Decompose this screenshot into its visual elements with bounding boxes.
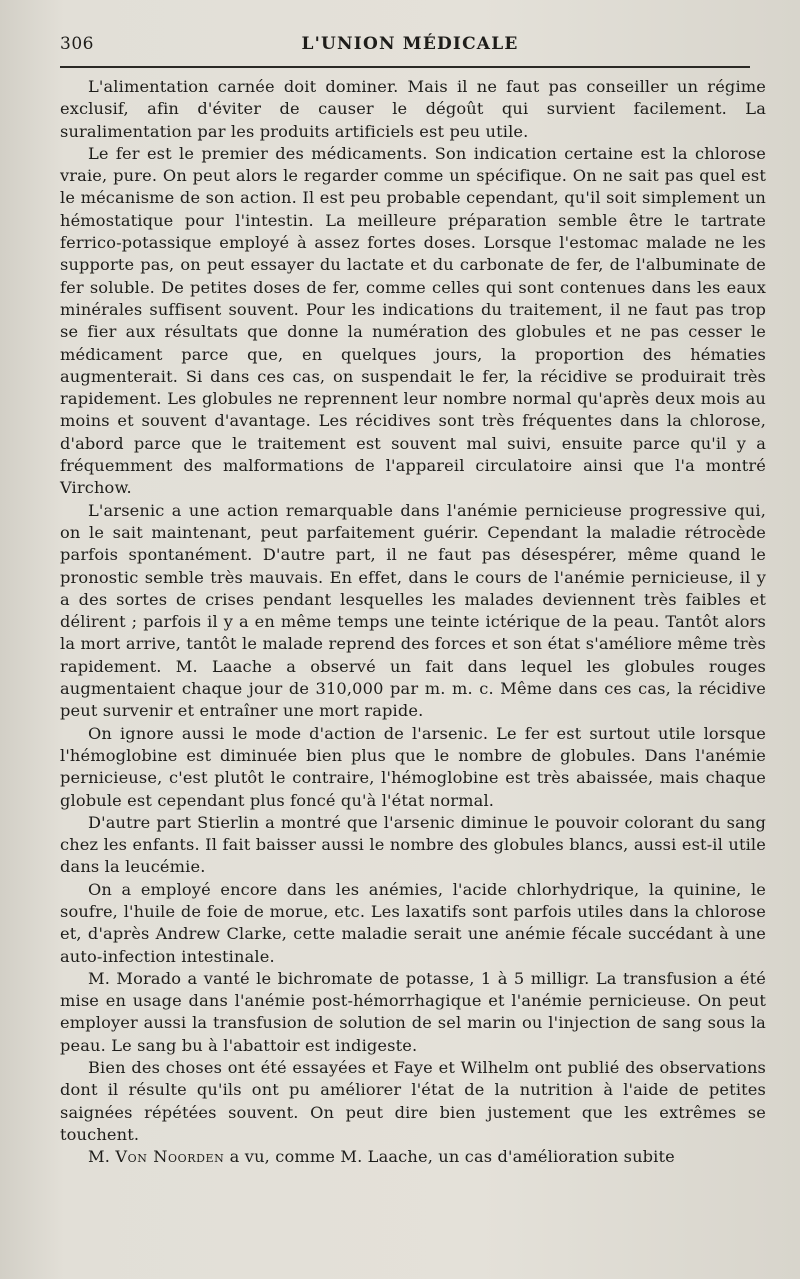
paragraph: On a employé encore dans les anémies, l'acide chlorhydrique, la quinine, le soufre, l'huile de foie de morue, etc. Les laxatifs sont parfois utiles dans la chlorose et, d'après Andrew Clarke, cette maladie serait une anémie fécale succédant à une auto-infection intestinale. xyxy=(60,879,766,966)
paragraph-last xyxy=(60,1146,766,1168)
running-head: L'UNION MÉDICALE xyxy=(301,34,519,54)
paragraph: Bien des choses ont été essayées et Faye et Wilhelm ont publié des observations dont il résulte qu'ils ont pu améliorer l'état de la nutrition à l'aide de petites saignées répétées souvent. On peut dire bien justement que les extrêmes se touchent. xyxy=(60,1058,766,1144)
paragraph: On ignore aussi le mode d'action de l'arsenic. Le fer est surtout utile lorsque l'hémoglobine est diminuée bien plus que le nombre de globules. Dans l'anémie pernicieuse, c'est plutôt le contraire, l'hémoglobine est très abaissée, mais chaque globule est cependant plus foncé qu'à l'état normal. xyxy=(60,723,766,810)
paragraph: Le fer est le premier des médicaments. Son indication certaine est la chlorose vraie, pure. On peut alors le regarder comme un spécifique. On ne sait pas quel est le mécanisme de son action. Il est peu probable cependant, qu'il soit simplement un hémostatique pour l'intestin. La meilleure préparation semble être le tartrate ferrico-potassique employé à assez fortes doses. Lorsque l'estomac malade ne les supporte pas, on peut essayer du lactate et du carbonate de fer, de l'albuminate de fer soluble. De petites doses de fer, comme celles qui sont contenues dans les eaux minérales suffisent souvent. Pour les indications du traitement, il ne faut pas trop se fier aux résultats que donne la numération des globules et ne pas cesser le médicament parce que, en quelques jours, la proportion des hématies augmenterait. Si dans ces cas, on suspendait le fer, la récidive se produirait très rapidement. Les globules ne reprennent leur nombre normal qu'après deux mois au moins et souvent d'avantage. Les récidives sont très fréquentes dans la chlorose, d'abord parce que le traitement est souvent mal suivi, ensuite parce qu'il y a fréquemment des malformations de l'appareil circulatoire ainsi que l'a montré Virchow. xyxy=(60,143,766,498)
article-body xyxy=(60,76,766,1169)
paragraph-lead: M. xyxy=(88,1147,111,1167)
paragraph: L'alimentation carnée doit dominer. Mais il ne faut pas conseiller un régime exclusif, afin d'éviter de causer le dégoût qui survient facilement. La suralimentation par les produits artificiels est peu utile. xyxy=(60,77,766,141)
paragraph: M. Morado a vanté le bichromate de potasse, 1 à 5 milligr. La transfusion a été mise en usage dans l'anémie post-hémorrhagique et l'anémie pernicieuse. On peut employer aussi la transfusion de solution de sel marin ou l'injection de sang sous la peau. Le sang bu à l'abattoir est indigeste. xyxy=(60,968,766,1055)
paragraph: D'autre part Stierlin a montré que l'arsenic diminue le pouvoir colorant du sang chez les enfants. Il fait baisser aussi le nombre des globules blancs, aussi est-il utile dans la leucémie. xyxy=(60,812,766,877)
header-rule xyxy=(60,66,750,68)
paragraph-rest: a vu, comme M. Laache, un cas d'amélioration subite xyxy=(229,1147,675,1167)
paragraph: L'arsenic a une action remarquable dans l'anémie pernicieuse progressive qui, on le sait maintenant, peut parfaitement guérir. Cependant la maladie rétrocède parfois spontanément. D'autre part, il ne faut pas désespérer, même quand le pronostic semble très mauvais. En effet, dans le cours de l'anémie pernicieuse, il y a des sortes de crises pendant lesquelles les malades deviennent très faibles et délirent ; parfois il y a en même temps une teinte ictérique de la peau. Tantôt alors la mort arrive, tantôt le malade reprend des forces et son état s'améliore même très rapidement. M. Laache a observé un fait dans lequel les globules rouges augmentaient chaque jour de 310,000 par m. m. c. Même dans ces cas, la récidive peut survenir et entraîner une mort rapide. xyxy=(60,500,766,721)
page-number: 306 xyxy=(60,34,94,54)
page-header xyxy=(60,34,760,60)
author-name: Von Noorden xyxy=(115,1147,225,1167)
